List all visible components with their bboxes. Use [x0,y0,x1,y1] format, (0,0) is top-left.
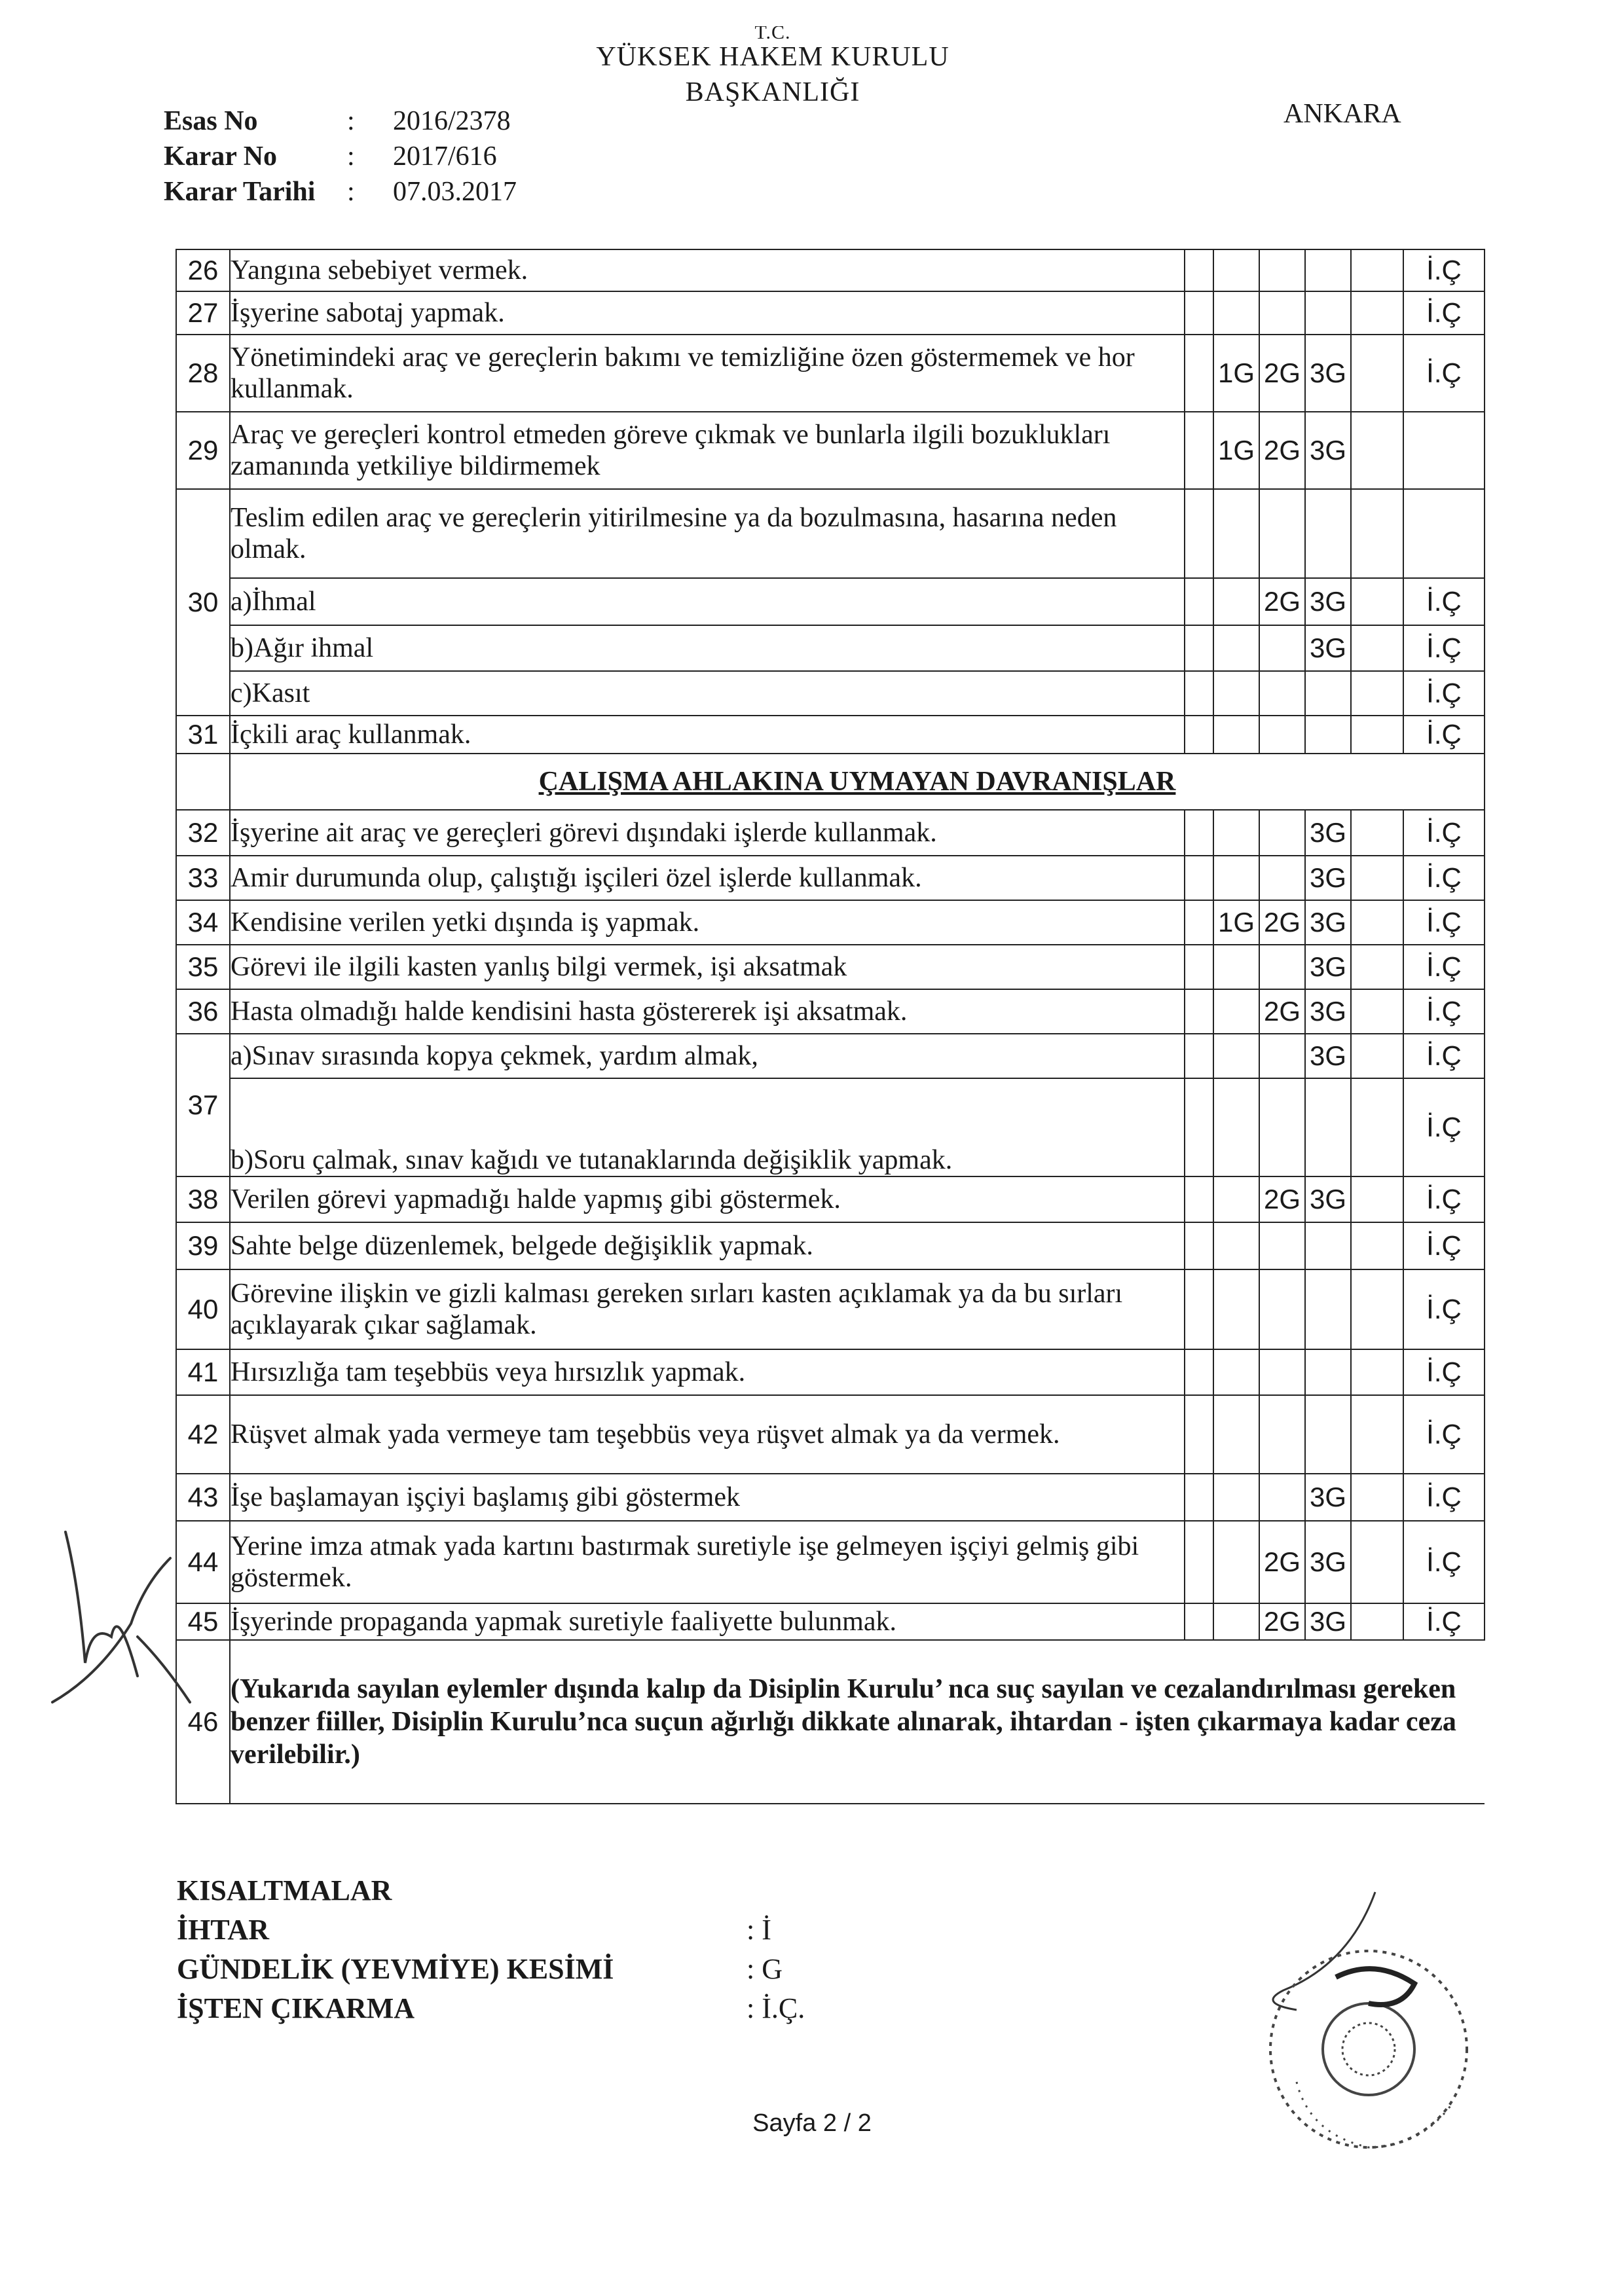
penalty-3g: 3G [1305,945,1351,989]
dismissal-cell: İ.Ç [1403,1349,1485,1395]
meta-row [164,103,517,139]
row-text: Araç ve gereçleri kontrol etmeden göreve çıkmak ve bunlarla ilgili bozuklukları zamanında yetkiliye bildirmemek [230,412,1185,489]
row-number: 28 [176,335,230,412]
dismissal-cell: İ.Ç [1403,810,1485,856]
header-tc: T.C. [754,26,791,39]
table-row [176,291,1485,335]
row-number: 39 [176,1222,230,1269]
row-text: İçkili araç kullanmak. [230,716,1185,754]
row-text: (Yukarıda sayılan eylemler dışında kalıp da Disiplin Kurulu’ nca suç sayılan ve cezalandırılması gereken benzer fiiller, Disiplin Kurulu’nca suçun ağırlığı dikkate alınarak, ihtardan - işten çıkarmaya kadar ceza verilebilir.) [230,1640,1485,1804]
row-number: 33 [176,856,230,900]
meta-value: 2017/616 [393,141,497,172]
row-number: 26 [176,249,230,291]
meta-colon: : [347,106,355,136]
penalty-3g: 3G [1305,1521,1351,1603]
row-number: 43 [176,1474,230,1521]
row-number: 35 [176,945,230,989]
row-subtext: c)Kasıt [230,671,1185,716]
penalty-2g: 2G [1259,412,1305,489]
table-row [176,578,1485,625]
penalty-2g: 2G [1259,1603,1305,1640]
penalty-1g: 1G [1213,900,1259,945]
row-number: 41 [176,1349,230,1395]
abbreviation-row [177,1989,805,2028]
row-text: Rüşvet almak yada vermeye tam teşebbüs veya rüşvet almak ya da vermek. [230,1395,1185,1474]
row-text: Yangına sebebiyet vermek. [230,249,1185,291]
table-row [176,945,1485,989]
row-subtext: b)Ağır ihmal [230,625,1185,671]
abbreviation-key: GÜNDELİK (YEVMİYE) KESİMİ [177,1953,614,1985]
row-number: 38 [176,1176,230,1222]
row-text: İşyerine ait araç ve gereçleri görevi dışındaki işlerde kullanmak. [230,810,1185,856]
table-row [176,1222,1485,1269]
dismissal-cell: İ.Ç [1403,900,1485,945]
penalty-1g: 1G [1213,412,1259,489]
row-text: Yerine imza atmak yada kartını bastırmak suretiyle işe gelmeyen işçiyi gelmiş gibi göstermek. [230,1521,1185,1603]
meta-row [164,139,517,174]
abbreviation-row [177,1910,805,1950]
meta-row [164,174,517,210]
abbreviations [177,1871,805,2028]
row-text: Sahte belge düzenlemek, belgede değişiklik yapmak. [230,1222,1185,1269]
penalty-3g: 3G [1305,1474,1351,1521]
table-row [176,625,1485,671]
table-row [176,1176,1485,1222]
table-row [176,1395,1485,1474]
dismissal-cell: İ.Ç [1403,625,1485,671]
meta-colon: : [347,177,355,207]
dismissal-cell: İ.Ç [1403,249,1485,291]
section-title: ÇALIŞMA AHLAKINA UYMAYAN DAVRANIŞLAR [230,754,1485,810]
dismissal-cell: İ.Ç [1403,989,1485,1034]
table-row [176,335,1485,412]
dismissal-cell: İ.Ç [1403,856,1485,900]
table-row [176,1349,1485,1395]
penalty-table [175,249,1485,1804]
row-text: İşyerinde propaganda yapmak suretiyle faaliyette bulunmak. [230,1603,1185,1640]
case-meta [164,103,517,210]
dismissal-cell: İ.Ç [1403,291,1485,335]
row-text: Kendisine verilen yetki dışında iş yapmak. [230,900,1185,945]
row-text: Teslim edilen araç ve gereçlerin yitirilmesine ya da bozulmasına, hasarına neden olmak. [230,489,1185,578]
row-number: 42 [176,1395,230,1474]
dismissal-cell: İ.Ç [1403,1269,1485,1349]
row-number: 31 [176,716,230,754]
dismissal-cell: İ.Ç [1403,1474,1485,1521]
penalty-2g: 2G [1259,1176,1305,1222]
table-row [176,489,1485,578]
row-text: Görevine ilişkin ve gizli kalması gereken sırları kasten açıklamak ya da bu sırları açıklayarak çıkar sağlamak. [230,1269,1185,1349]
meta-key: Karar No [164,141,278,172]
row-number: 29 [176,412,230,489]
penalty-3g: 3G [1305,1034,1351,1078]
table-row [176,1474,1485,1521]
abbreviation-value: : İ [747,1914,771,1946]
meta-value: 2016/2378 [393,106,511,136]
row-text: Amir durumunda olup, çalıştığı işçileri özel işlerde kullanmak. [230,856,1185,900]
meta-colon: : [347,141,355,172]
dismissal-cell: İ.Ç [1403,335,1485,412]
meta-key: Esas No [164,106,258,136]
row-text: İşyerine sabotaj yapmak. [230,291,1185,335]
table-row [176,856,1485,900]
header-org-line1: YÜKSEK HAKEM KURULU [596,42,950,72]
penalty-3g: 3G [1305,335,1351,412]
penalty-1g: 1G [1213,335,1259,412]
row-number: 44 [176,1521,230,1603]
row-text: Hırsızlığa tam teşebbüs veya hırsızlık yapmak. [230,1349,1185,1395]
row-number: 45 [176,1603,230,1640]
row-number: 30 [176,489,230,716]
row-number: 32 [176,810,230,856]
table-row [176,1603,1485,1640]
row-text: Yönetimindeki araç ve gereçlerin bakımı ve temizliğine özen göstermemek ve hor kullanmak. [230,335,1185,412]
penalty-3g: 3G [1305,989,1351,1034]
table-row [176,1521,1485,1603]
dismissal-cell: İ.Ç [1403,716,1485,754]
table-row [176,810,1485,856]
penalty-2g: 2G [1259,989,1305,1034]
row-number: 40 [176,1269,230,1349]
row-number: 46 [176,1640,230,1804]
penalty-3g: 3G [1305,625,1351,671]
table-row [176,900,1485,945]
dismissal-cell: İ.Ç [1403,1176,1485,1222]
penalty-3g: 3G [1305,578,1351,625]
dismissal-cell: İ.Ç [1403,578,1485,625]
row-text: Verilen görevi yapmadığı halde yapmış gibi göstermek. [230,1176,1185,1222]
section-row [176,754,1485,810]
table-row [176,412,1485,489]
dismissal-cell: İ.Ç [1403,1078,1485,1176]
row-text: Görevi ile ilgili kasten yanlış bilgi vermek, işi aksatmak [230,945,1185,989]
row-text: İşe başlamayan işçiyi başlamış gibi göstermek [230,1474,1185,1521]
dismissal-cell: İ.Ç [1403,1222,1485,1269]
abbreviation-value: : G [747,1953,783,1985]
meta-value: 07.03.2017 [393,177,517,207]
table-row [176,716,1485,754]
penalty-3g: 3G [1305,900,1351,945]
table-row [176,249,1485,291]
table-row [176,1640,1485,1804]
penalty-3g: 3G [1305,810,1351,856]
abbreviation-row [177,1950,805,1989]
table-row [176,989,1485,1034]
document-header [563,26,982,110]
penalty-3g: 3G [1305,412,1351,489]
handwritten-signature [39,1506,210,1745]
row-number: 37 [176,1034,230,1176]
penalty-2g: 2G [1259,335,1305,412]
table-row [176,1034,1485,1078]
dismissal-cell: İ.Ç [1403,1603,1485,1640]
meta-key: Karar Tarihi [164,177,316,207]
row-subtext: a)Sınav sırasında kopya çekmek, yardım almak, [230,1034,1185,1078]
dismissal-cell: İ.Ç [1403,1521,1485,1603]
table-row [176,1078,1485,1176]
dismissal-cell: İ.Ç [1403,945,1485,989]
dismissal-cell: İ.Ç [1403,1395,1485,1474]
table-row [176,1269,1485,1349]
row-subtext: b)Soru çalmak, sınav kağıdı ve tutanaklarında değişiklik yapmak. [230,1078,1185,1176]
row-text: Hasta olmadığı halde kendisini hasta göstererek işi aksatmak. [230,989,1185,1034]
abbreviations-title: KISALTMALAR [177,1874,392,1906]
penalty-3g: 3G [1305,1603,1351,1640]
abbreviation-key: İHTAR [177,1914,269,1946]
page-number: Sayfa 2 / 2 [752,2109,872,2137]
penalty-3g: 3G [1305,856,1351,900]
row-subtext: a)İhmal [230,578,1185,625]
row-number: 36 [176,989,230,1034]
penalty-3g: 3G [1305,1176,1351,1222]
header-org-line2: BAŞKANLIĞI [685,77,860,107]
table-row [176,671,1485,716]
row-number: 34 [176,900,230,945]
row-number: 27 [176,291,230,335]
abbreviation-key: İŞTEN ÇIKARMA [177,1992,415,2024]
penalty-2g: 2G [1259,900,1305,945]
dismissal-cell: İ.Ç [1403,671,1485,716]
dismissal-cell: İ.Ç [1403,1034,1485,1078]
penalty-2g: 2G [1259,1521,1305,1603]
penalty-2g: 2G [1259,578,1305,625]
abbreviation-value: : İ.Ç. [747,1992,805,2024]
header-city: ANKARA [1283,99,1401,129]
